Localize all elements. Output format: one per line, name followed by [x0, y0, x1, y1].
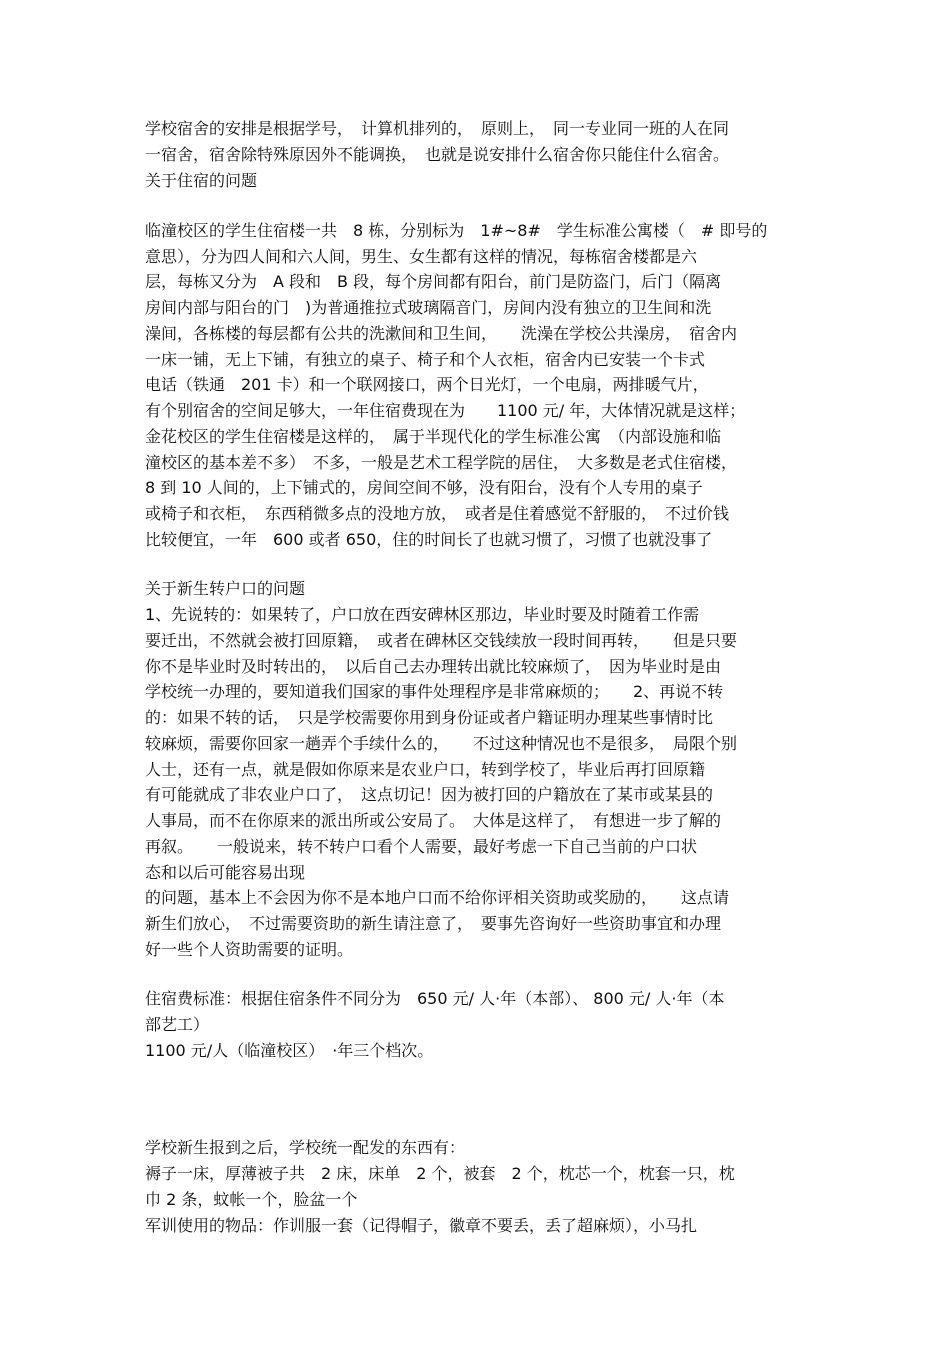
- paragraph-line: 的问题，基本上不会因为你不是本地户口而不给你评相关资助或奖励的， 这点请: [145, 888, 730, 907]
- paragraph-line: 1、先说转的：如果转了，户口放在西安碑林区那边，毕业时要及时随着工作需: [145, 605, 700, 624]
- paragraph-line: 8 到 10 人间的，上下铺式的，房间空间不够，没有阳台，没有个人专用的桌子: [145, 478, 703, 497]
- paragraph-line: 再叙。 一般说来，转不转户口看个人需要，最好考虑一下自己当前的户口状: [145, 837, 698, 856]
- paragraph-line: 电话（铁通 201 卡）和一个联网接口，两个日光灯，一个电扇，两排暖气片，: [145, 375, 709, 394]
- paragraph-line: 学校新生报到之后，学校统一配发的东西有：: [145, 1138, 466, 1157]
- paragraph-line: 临潼校区的学生住宿楼一共 8 栋，分别标为 1#~8# 学生标准公寓楼（ # 即号的: [145, 221, 768, 240]
- paragraph-line: 有可能就成了非农业户口了， 这点切记！因为被打回的户籍放在了某市或某县的: [145, 785, 714, 804]
- paragraph-line: 一宿舍，宿舍除特殊原因外不能调换， 也就是说安排什么宿舍你只能住什么宿舍。: [145, 145, 730, 164]
- paragraph-line: 你不是毕业时及时转出的， 以后自己去办理转出就比较麻烦了， 因为毕业时是由: [145, 657, 722, 676]
- paragraph-line: 要迁出，不然就会被打回原籍， 或者在碑林区交钱续放一段时间再转， 但是只要: [145, 631, 738, 650]
- paragraph-line: 新生们放心， 不过需要资助的新生请注意了， 要事先咨询好一些资助事宜和办理: [145, 914, 722, 933]
- fee-standard-line: 部艺工）: [145, 1015, 210, 1034]
- paragraph-line: 一床一铺，无上下铺，有独立的桌子、椅子和个人衣柜，宿舍内已安装一个卡式: [145, 350, 706, 369]
- paragraph-line: 军训使用的物品：作训服一套（记得帽子，徽章不要丢，丢了超麻烦），小马扎: [145, 1216, 698, 1235]
- paragraph-line: 巾 2 条，蚊帐一个，脸盆一个: [145, 1190, 358, 1209]
- section-heading: 关于住宿的问题: [145, 171, 258, 190]
- paragraph-line: 褥子一床，厚薄被子共 2 床，床单 2 个，被套 2 个，枕芯一个，枕套一只，枕: [145, 1164, 735, 1183]
- paragraph-line: 好一些个人资助需要的证明。: [145, 940, 354, 959]
- fee-standard-line: 1100 元/人（临潼校区） ·年三个档次。: [145, 1041, 434, 1060]
- paragraph-line: 比较便宜，一年 600 或者 650，住的时间长了也就习惯了，习惯了也就没事了: [145, 530, 713, 549]
- paragraph-line: 层，每栋又分为 A 段和 B 段，每个房间都有阳台，前门是防盗门，后门（隔离: [145, 272, 722, 291]
- paragraph-line: 有个别宿舍的空间足够大，一年住宿费现在为 1100 元/ 年，大体情况就是这样；: [145, 401, 746, 420]
- paragraph-line: 澡间，各栋楼的每层都有公共的洗漱间和卫生间， 洗澡在学校公共澡房， 宿舍内: [145, 324, 738, 343]
- paragraph-line: 或椅子和衣柜， 东西稍微多点的没地方放， 或者是住着感觉不舒服的， 不过价钱: [145, 504, 730, 523]
- paragraph-line: 态和以后可能容易出现: [145, 863, 306, 882]
- paragraph-line: 人士，还有一点，就是假如你原来是农业户口，转到学校了，毕业后再打回原籍: [145, 760, 706, 779]
- paragraph-line: 人事局，而不在你原来的派出所或公安局了。 大体是这样了， 有想进一步了解的: [145, 811, 722, 830]
- paragraph-line: 房间内部与阳台的门 )为普通推拉式玻璃隔音门，房间内没有独立的卫生间和洗: [145, 298, 712, 317]
- paragraph-line: 潼校区的基本差不多） 不多，一般是艺术工程学院的居住， 大多数是老式住宿楼，: [145, 453, 738, 472]
- paragraph-line: 的：如果不转的话， 只是学校需要你用到身份证或者户籍证明办理某些事情时比: [145, 708, 714, 727]
- paragraph-line: 学校宿舍的安排是根据学号， 计算机排列的， 原则上， 同一专业同一班的人在同: [145, 119, 730, 138]
- paragraph-line: 学校统一办理的，要知道我们国家的事件处理程序是非常麻烦的； 2、再说不转: [145, 682, 724, 701]
- paragraph-line: 意思），分为四人间和六人间，男生、女生都有这样的情况，每栋宿舍楼都是六: [145, 247, 698, 266]
- paragraph-line: 较麻烦，需要你回家一趟弄个手续什么的， 不过这种情况也不是很多， 局限个别: [145, 734, 738, 753]
- fee-standard-line: 住宿费标准：根据住宿条件不同分为 650 元/ 人·年（本部）、 800 元/ 人·年（本: [145, 989, 725, 1008]
- section-heading: 关于新生转户口的问题: [145, 579, 306, 598]
- paragraph-line: 金花校区的学生住宿楼是这样的， 属于半现代化的学生标准公寓 （内部设施和临: [145, 427, 722, 446]
